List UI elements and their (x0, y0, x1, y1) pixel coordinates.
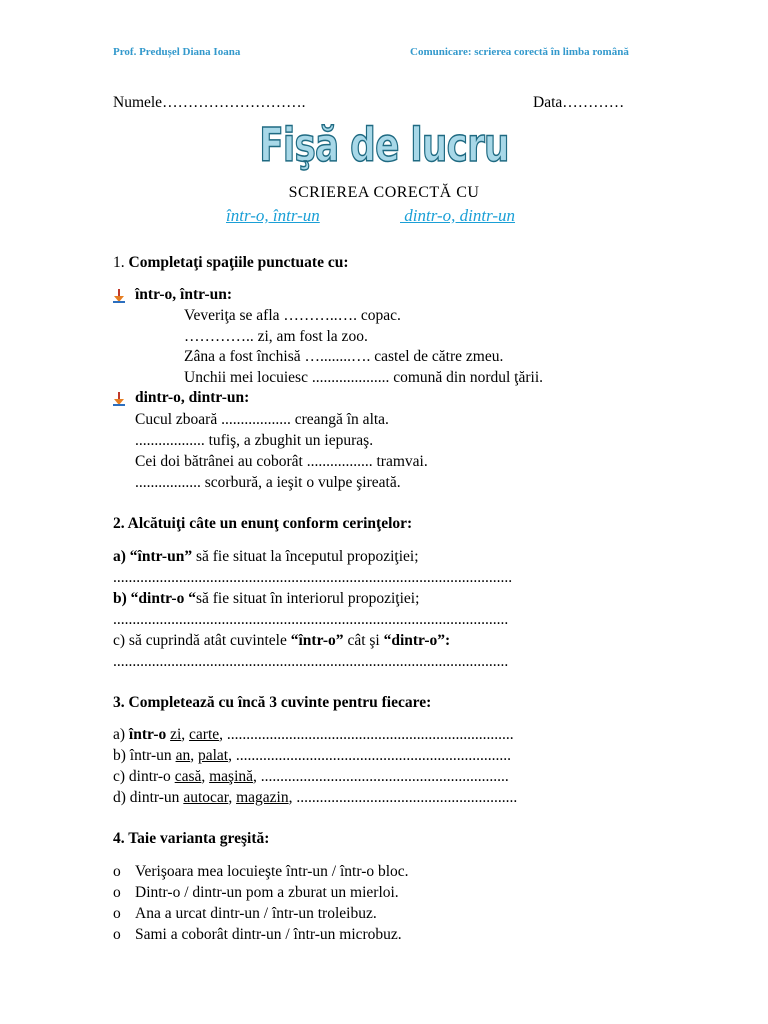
ex3-form: dintr-un (129, 789, 180, 806)
ex3-example-word: an (175, 747, 191, 764)
ex1-b-line-4: ................. scorbură, a ieşit o vulpe şireată. (135, 474, 401, 491)
forms-left: într-o, într-un (226, 206, 320, 225)
ex3-dots: ......................................................... (296, 789, 518, 806)
ex3-item-b: b) într-un an, palat, ....................................................................... (113, 747, 511, 764)
ex1-heading-text: Completaţi spaţiile punctuate cu: (128, 254, 349, 271)
ex3-form: într-un (129, 747, 172, 764)
list-bullet: o (113, 905, 121, 922)
ex2-a-dots: ....................................................................................................... (113, 569, 513, 586)
ex1-b-line-3: Cei doi bătrânei au coborât ................. tramvai. (135, 453, 428, 470)
ex3-prefix: a) (113, 726, 129, 743)
ex2-c (113, 632, 450, 650)
ex1-group-b-label: dintr-o, dintr-un: (135, 389, 250, 406)
ex1-a-line-1: Veveriţa se afla ………..…. copac. (184, 307, 401, 324)
ex2-c-form-2: “dintr-o”: (383, 632, 451, 649)
ex3-example-word: zi (170, 726, 182, 743)
ex3-item-c: c) dintr-o casă, maşină, ................................................................ (113, 768, 509, 785)
ex1-group-a-label: într-o, într-un: (135, 286, 233, 303)
worksheet-subtitle: SCRIEREA CORECTĂ CU (288, 184, 480, 201)
ex3-example-word: carte (189, 726, 220, 743)
ex4-item-2: Dintr-o / dintr-un pom a zburat un mierloi. (135, 884, 399, 901)
list-bullet: o (113, 926, 121, 943)
ex2-b (113, 590, 419, 608)
ex1-heading (113, 254, 349, 272)
ex3-example-word: casă (174, 768, 202, 785)
ex2-c-mid: cât şi (343, 632, 384, 649)
ex2-a (113, 548, 419, 566)
worksheet-title-wrap (0, 118, 768, 172)
ex1-a-line-2: ………….. zi, am fost la zoo. (184, 328, 368, 345)
ex2-c-start: c) să cuprindă atât cuvintele (113, 632, 291, 649)
ex4-item-1: Verişoara mea locuieşte într-un / într-o bloc. (135, 863, 409, 880)
list-bullet: o (113, 884, 121, 901)
ex2-heading: 2. Alcătuiţi câte un enunţ conform cerinţelor: (113, 515, 413, 532)
ex4-item-4: Sami a coborât dintr-un / într-un microbuz. (135, 926, 402, 943)
name-field: Numele………………………. (113, 94, 306, 111)
ex2-b-text: să fie situat în interiorul propoziţiei; (195, 590, 420, 607)
ex3-item-d: d) dintr-un autocar, magazin, ......................................................... (113, 789, 518, 806)
ex3-item-a: a) într-o zi, carte, .......................................................................... (113, 726, 514, 743)
ex1-a-line-3: Zâna a fost închisă …........…. castel de către zmeu. (184, 348, 504, 365)
ex3-form: dintr-o (128, 768, 171, 785)
ex2-b-form: b) “dintr-o “ (113, 590, 196, 607)
ex2-c-form-1: “într-o” (290, 632, 344, 649)
ex3-example-word: maşină (209, 768, 254, 785)
header-author: Prof. Predușel Diana Ioana (113, 46, 241, 58)
ex3-dots: ....................................................................... (235, 747, 511, 764)
ex3-dots: .......................................................................... (226, 726, 514, 743)
ex2-c-dots: ...................................................................................................... (113, 653, 509, 670)
ex3-form: într-o (128, 726, 167, 743)
ex3-prefix: c) (113, 768, 129, 785)
ex3-heading: 3. Completează cu încă 3 cuvinte pentru fiecare: (113, 694, 432, 711)
ex1-number: 1. (113, 254, 125, 271)
ex3-example-word: magazin (236, 789, 289, 806)
ex3-dots: ................................................................ (260, 768, 509, 785)
ex2-b-dots: ...................................................................................................... (113, 611, 509, 628)
arrow-down-icon (113, 289, 125, 303)
ex3-prefix: d) (113, 789, 130, 806)
ex3-prefix: b) (113, 747, 130, 764)
worksheet-title: Fişă de lucru (259, 118, 509, 172)
date-field: Data………… (533, 94, 625, 111)
ex3-example-word: autocar (183, 789, 229, 806)
header-subject: Comunicare: scrierea corectă în limba română (410, 46, 629, 58)
ex4-item-3: Ana a urcat dintr-un / într-un troleibuz. (135, 905, 377, 922)
ex2-a-form: a) “într-un” (113, 548, 193, 565)
ex1-b-line-2: .................. tufiş, a zbughit un iepuraş. (135, 432, 374, 449)
ex3-example-word: palat (197, 747, 229, 764)
ex1-b-line-1: Cucul zboară .................. creangă în alta. (135, 411, 389, 428)
arrow-down-icon (113, 392, 125, 406)
ex4-heading: 4. Taie varianta greşită: (113, 830, 270, 847)
forms-right: dintr-o, dintr-un (400, 206, 516, 225)
list-bullet: o (113, 863, 121, 880)
ex2-a-text: să fie situat la începutul propoziţiei; (192, 548, 419, 565)
ex1-a-line-4: Unchii mei locuiesc .................... comună din nordul ţării. (184, 369, 544, 386)
